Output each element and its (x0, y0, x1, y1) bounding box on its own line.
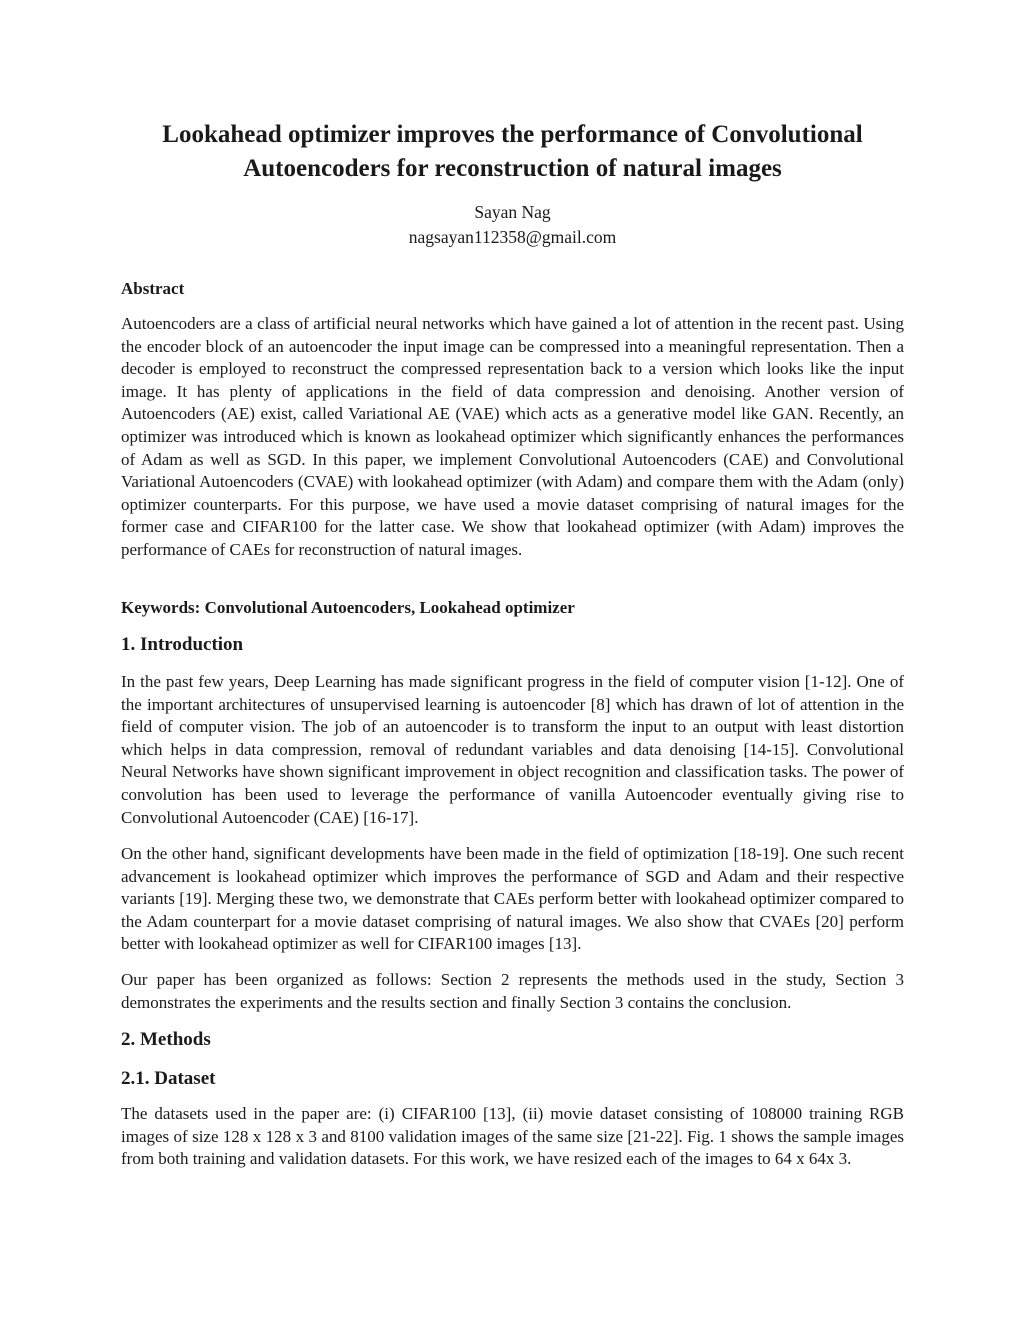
title-line-1: Lookahead optimizer improves the performance of Convolutional (162, 121, 863, 148)
dataset-paragraph: The datasets used in the paper are: (i) CIFAR100 [13], (ii) movie dataset consisting of 108000 training RGB images of size 128 x 128 x 3 and 8100 validation images of the same size [21-22]. Fig. 1 shows the sample images from both training and validation datasets. For this work, we have resized each of the images to 64 x 64x 3. (121, 1104, 904, 1169)
abstract-heading: Abstract (121, 279, 185, 298)
section-methods-heading: 2. Methods (121, 1029, 211, 1050)
introduction-paragraph-2: On the other hand, significant developments have been made in the field of optimization [18-19]. One such recent advancement is lookahead optimizer which improves the performance of SGD and Adam and their respective variants [19]. Merging these two, we demonstrate that CAEs perform better with lookahead optimizer compared to the Adam counterpart for a movie dataset comprising of natural images. We also show that CVAEs [20] perform better with lookahead optimizer as well for CIFAR100 images [13]. (121, 844, 904, 954)
paper-title (121, 118, 904, 186)
section-introduction-heading: 1. Introduction (121, 634, 244, 655)
introduction-paragraph-1: In the past few years, Deep Learning has made significant progress in the field of computer vision [1-12]. One of the important architectures of unsupervised learning is autoencoder [8] which has drawn of lot of attention in the field of computer vision. The job of an autoencoder is to transform the input to an output with least distortion which helps in data compression, removal of redundant variables and data denoising [14-15]. Convolutional Neural Networks have shown significant improvement in object recognition and classification tasks. The power of convolution has been used to leverage the performance of vanilla Autoencoder eventually giving rise to Convolutional Autoencoder (CAE) [16-17]. (121, 672, 904, 827)
subsection-dataset-heading: 2.1. Dataset (121, 1068, 216, 1089)
author-email: nagsayan112358@gmail.com (408, 227, 617, 247)
abstract-text: Autoencoders are a class of artificial neural networks which have gained a lot of attention in the recent past. Using the encoder block of an autoencoder the input image can be compressed into a meaningful representation. Then a decoder is employed to reconstruct the compressed representation back to a version which looks like the input image. It has plenty of applications in the field of data compression and denoising. Another version of Autoencoders (AE) exist, called Variational AE (VAE) which acts as a generative model like GAN. Recently, an optimizer was introduced which is known as lookahead optimizer which significantly enhances the performances of Adam as well as SGD. In this paper, we implement Convolutional Autoencoders (CAE) and Convolutional Variational Autoencoders (CVAE) with lookahead optimizer (with Adam) and compare them with the Adam (only) optimizer counterparts. For this purpose, we have used a movie dataset comprising of natural images for the former case and CIFAR100 for the latter case. We show that lookahead optimizer (with Adam) improves the performance of CAEs for reconstruction of natural images. (121, 314, 904, 559)
author-block (121, 200, 904, 250)
introduction-paragraph-3: Our paper has been organized as follows: Section 2 represents the methods used in the study, Section 3 demonstrates the experiments and the results section and finally Section 3 contains the conclusion. (121, 970, 904, 1012)
keywords-line: Keywords: Convolutional Autoencoders, Lookahead optimizer (121, 598, 575, 617)
author-name: Sayan Nag (474, 202, 551, 222)
title-line-2: Autoencoders for reconstruction of natural images (243, 155, 782, 182)
